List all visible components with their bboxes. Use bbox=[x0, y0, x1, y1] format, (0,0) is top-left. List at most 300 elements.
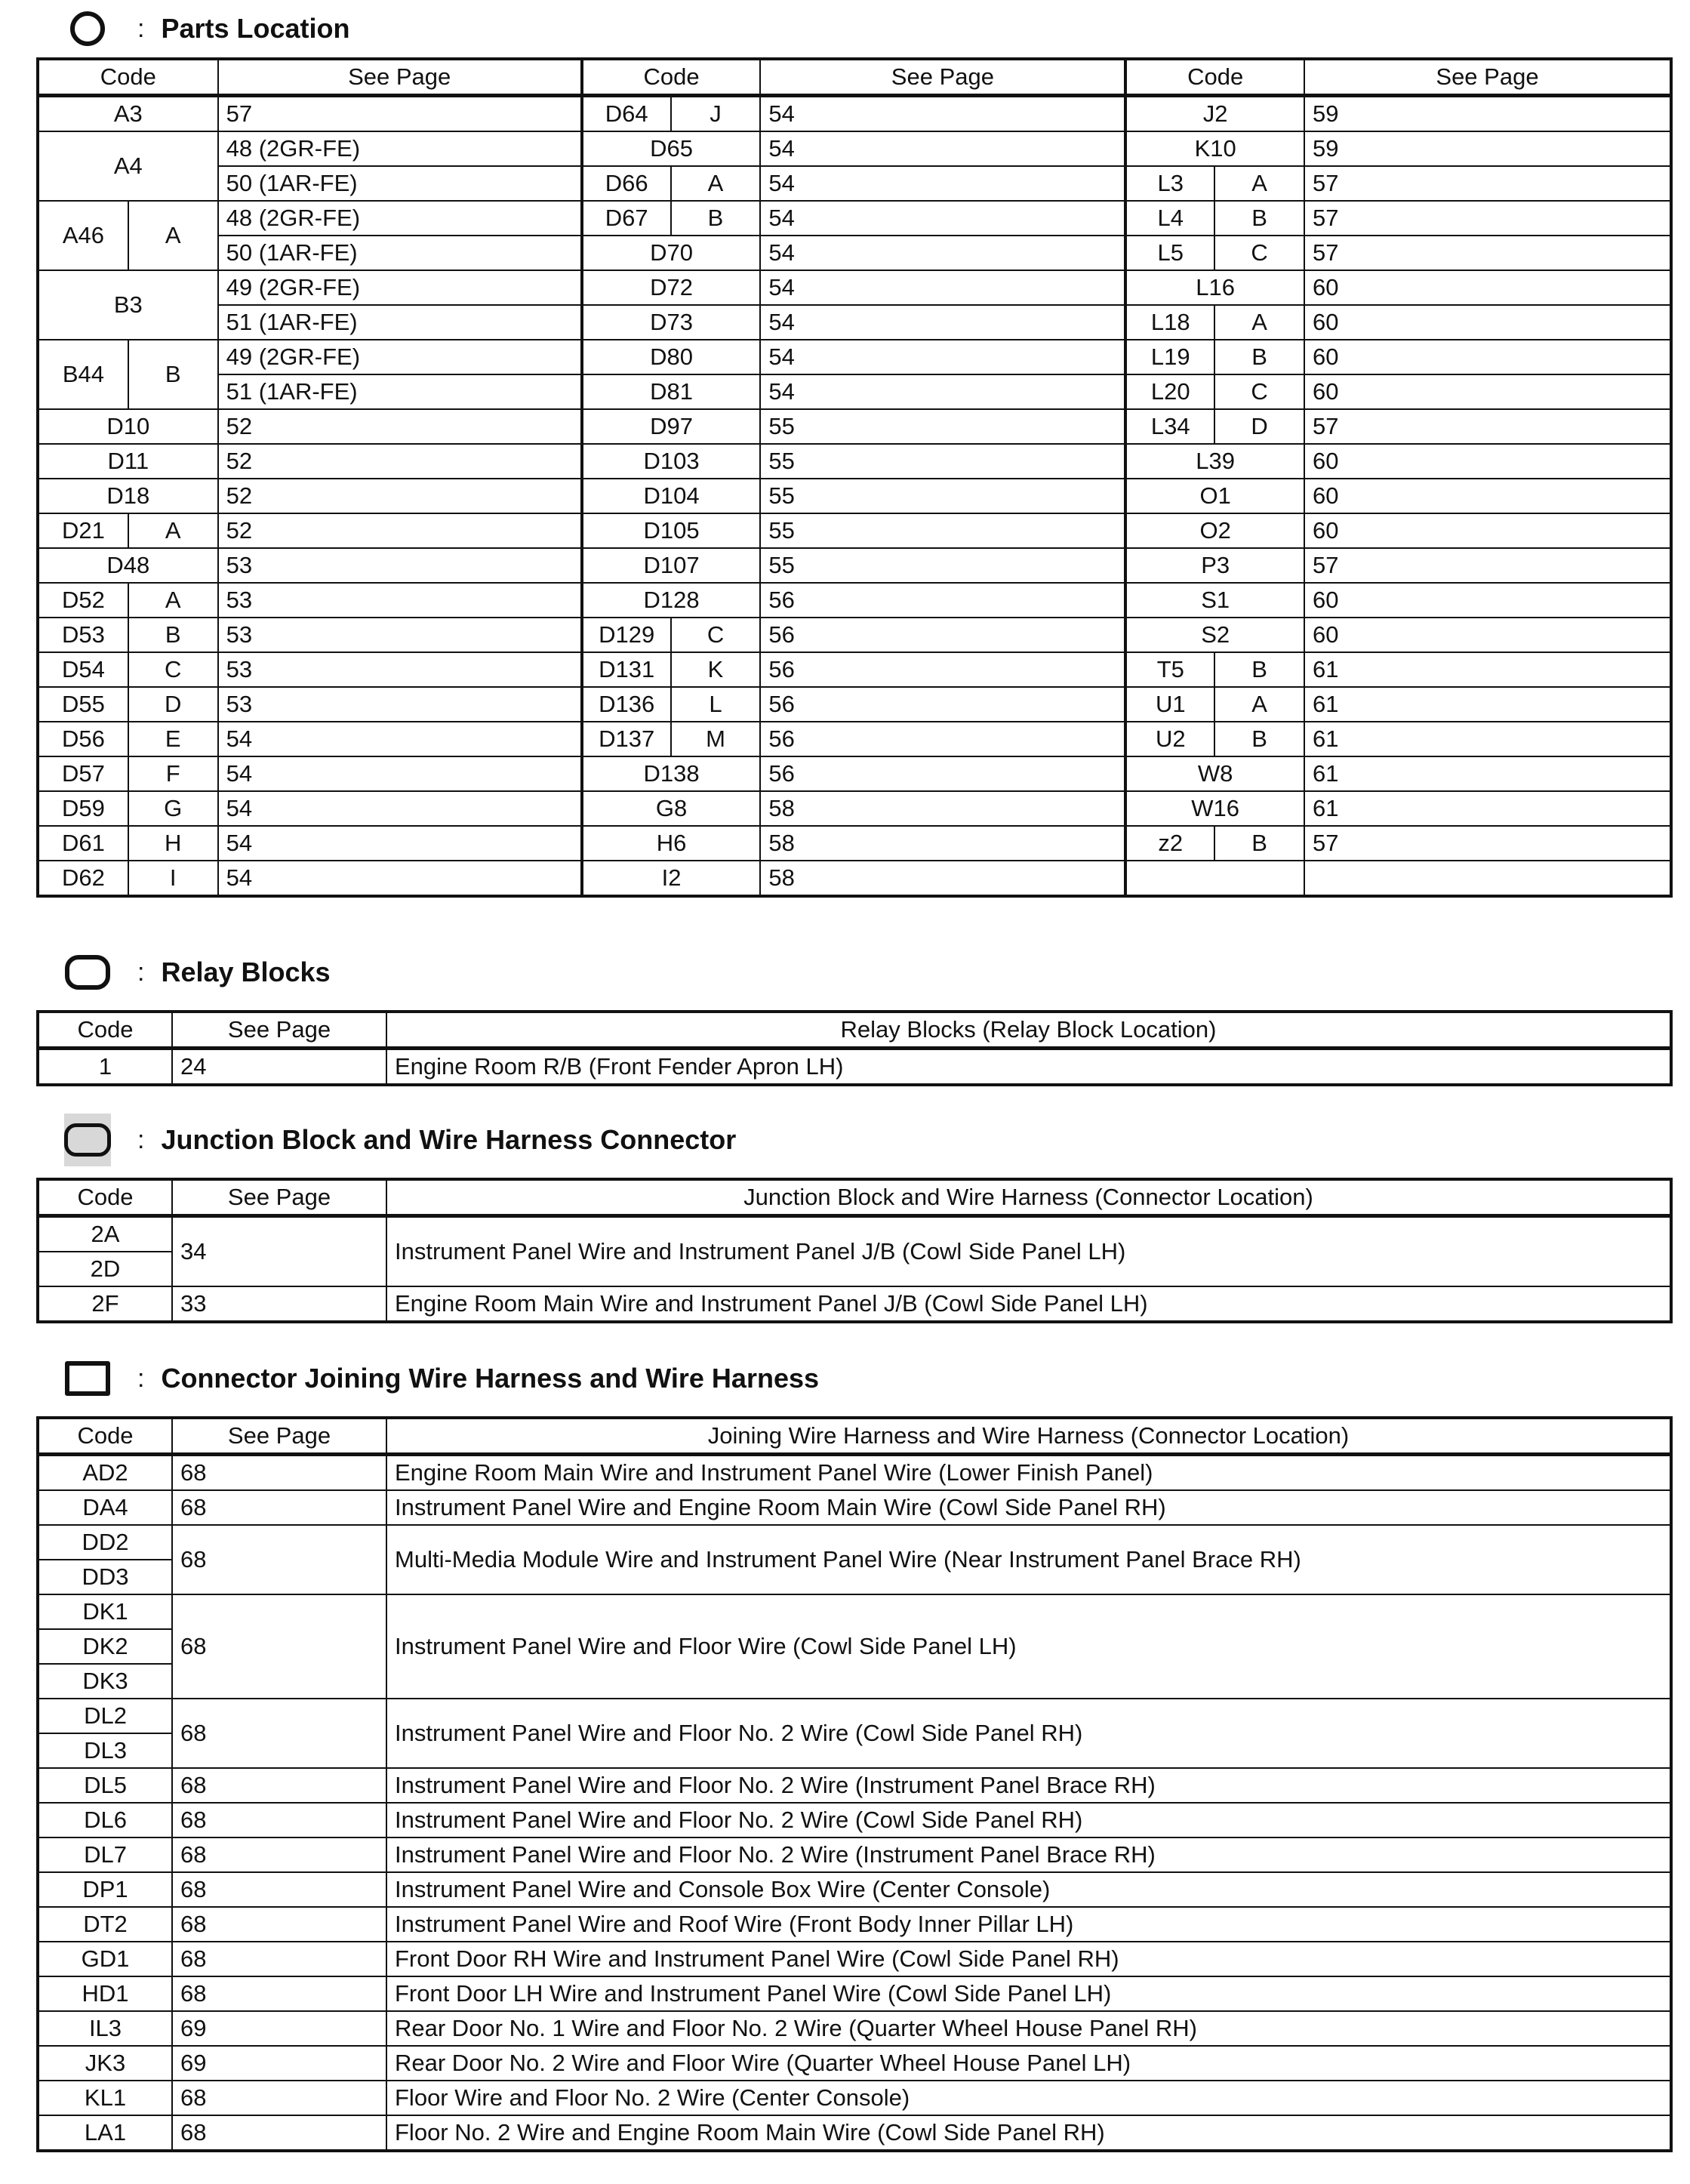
table-row bbox=[38, 305, 1671, 340]
table-row bbox=[38, 1286, 1671, 1322]
part-connector-letter: J bbox=[671, 96, 761, 132]
table-row bbox=[38, 1525, 1671, 1560]
see-page-value: 52 bbox=[218, 513, 582, 548]
part-code: D138 bbox=[582, 756, 761, 791]
part-connector-letter: I bbox=[128, 861, 218, 896]
row-code: DL7 bbox=[38, 1837, 172, 1872]
code-column-header: Code bbox=[1125, 59, 1304, 96]
part-code: D81 bbox=[582, 374, 761, 409]
table-row bbox=[38, 583, 1671, 618]
see-page-value: 49 (2GR-FE) bbox=[218, 270, 582, 305]
row-code: DD2 bbox=[38, 1525, 172, 1560]
see-page-value: 57 bbox=[1304, 236, 1671, 270]
part-code: D80 bbox=[582, 340, 761, 374]
row-code: LA1 bbox=[38, 2115, 172, 2151]
part-code: L18 bbox=[1125, 305, 1214, 340]
part-code: U1 bbox=[1125, 687, 1214, 722]
table-row bbox=[38, 444, 1671, 479]
row-description: Multi-Media Module Wire and Instrument Panel Wire (Near Instrument Panel Brace RH) bbox=[386, 1525, 1671, 1594]
see-page-value: 57 bbox=[218, 96, 582, 132]
part-connector-letter: C bbox=[128, 652, 218, 687]
part-code: P3 bbox=[1125, 548, 1304, 583]
row-description: Engine Room Main Wire and Instrument Panel J/B (Cowl Side Panel LH) bbox=[386, 1286, 1671, 1322]
table-row bbox=[38, 2011, 1671, 2046]
see-page-value: 60 bbox=[1304, 270, 1671, 305]
part-code: L5 bbox=[1125, 236, 1214, 270]
part-code: D137 bbox=[582, 722, 671, 756]
see-page-value: 60 bbox=[1304, 513, 1671, 548]
row-see-page: 68 bbox=[172, 2081, 386, 2115]
row-code: DA4 bbox=[38, 1490, 172, 1525]
table-row bbox=[38, 236, 1671, 270]
relay-blocks-colon: : bbox=[137, 957, 145, 987]
table-row bbox=[38, 1699, 1671, 1733]
part-code: D54 bbox=[38, 652, 128, 687]
part-connector-letter: K bbox=[671, 652, 761, 687]
part-code: D10 bbox=[38, 409, 218, 444]
see-page-value: 54 bbox=[760, 340, 1125, 374]
row-code: DL3 bbox=[38, 1733, 172, 1768]
part-connector-letter: D bbox=[1214, 409, 1304, 444]
row-code: DL6 bbox=[38, 1803, 172, 1837]
row-code: DL5 bbox=[38, 1768, 172, 1803]
table-row bbox=[38, 1216, 1671, 1252]
part-code: A3 bbox=[38, 96, 218, 132]
junction-block-heading bbox=[65, 1117, 736, 1163]
part-connector-letter: B bbox=[1214, 340, 1304, 374]
see-page-value: 50 (1AR-FE) bbox=[218, 236, 582, 270]
part-connector-letter: A bbox=[1214, 305, 1304, 340]
part-connector-letter: A bbox=[1214, 687, 1304, 722]
row-description: Engine Room R/B (Front Fender Apron LH) bbox=[386, 1049, 1671, 1086]
row-code: 2F bbox=[38, 1286, 172, 1322]
part-code: W8 bbox=[1125, 756, 1304, 791]
see-page-value: 60 bbox=[1304, 444, 1671, 479]
see-page-value: 56 bbox=[760, 618, 1125, 652]
part-code: D18 bbox=[38, 479, 218, 513]
see-page-value: 57 bbox=[1304, 201, 1671, 236]
table-row bbox=[38, 1490, 1671, 1525]
row-description: Floor Wire and Floor No. 2 Wire (Center Console) bbox=[386, 2081, 1671, 2115]
part-code: B3 bbox=[38, 270, 218, 340]
part-connector-letter: E bbox=[128, 722, 218, 756]
row-code: DK3 bbox=[38, 1664, 172, 1699]
part-connector-letter: M bbox=[671, 722, 761, 756]
relay-blocks-title: Relay Blocks bbox=[161, 956, 331, 987]
see-page-value: 58 bbox=[760, 791, 1125, 826]
see-page-value: 52 bbox=[218, 409, 582, 444]
see-page-value: 56 bbox=[760, 583, 1125, 618]
part-code: D129 bbox=[582, 618, 671, 652]
part-code: L19 bbox=[1125, 340, 1214, 374]
see-page-value: 51 (1AR-FE) bbox=[218, 305, 582, 340]
row-see-page: 68 bbox=[172, 1455, 386, 1491]
see-page-column-header: See Page bbox=[218, 59, 582, 96]
see-page-value: 50 (1AR-FE) bbox=[218, 166, 582, 201]
see-page-value: 60 bbox=[1304, 583, 1671, 618]
table-row bbox=[38, 1976, 1671, 2011]
see-page-value: 55 bbox=[760, 409, 1125, 444]
table-row bbox=[38, 687, 1671, 722]
part-code: z2 bbox=[1125, 826, 1214, 861]
see-page-column-header: See Page bbox=[172, 1012, 386, 1049]
table-row bbox=[38, 340, 1671, 374]
part-connector-letter: C bbox=[671, 618, 761, 652]
see-page-value: 59 bbox=[1304, 96, 1671, 132]
code-column-header: Code bbox=[38, 59, 218, 96]
junction-block-title: Junction Block and Wire Harness Connector bbox=[161, 1124, 737, 1155]
part-connector-letter: D bbox=[128, 687, 218, 722]
junction-block-colon: : bbox=[137, 1125, 145, 1154]
location-column-header: Junction Block and Wire Harness (Connector Location) bbox=[386, 1179, 1671, 1216]
part-code: D11 bbox=[38, 444, 218, 479]
table-row bbox=[38, 166, 1671, 201]
part-connector-letter: A bbox=[671, 166, 761, 201]
table-row bbox=[38, 270, 1671, 305]
connector-table bbox=[36, 1416, 1673, 2152]
part-connector-letter: H bbox=[128, 826, 218, 861]
part-code: D131 bbox=[582, 652, 671, 687]
row-see-page: 34 bbox=[172, 1216, 386, 1287]
parts-location-title: Parts Location bbox=[161, 13, 350, 44]
table-row bbox=[38, 756, 1671, 791]
table-row bbox=[38, 548, 1671, 583]
row-see-page: 68 bbox=[172, 2115, 386, 2151]
part-code: D53 bbox=[38, 618, 128, 652]
code-column-header: Code bbox=[38, 1179, 172, 1216]
row-description: Instrument Panel Wire and Engine Room Main Wire (Cowl Side Panel RH) bbox=[386, 1490, 1671, 1525]
row-description: Instrument Panel Wire and Instrument Panel J/B (Cowl Side Panel LH) bbox=[386, 1216, 1671, 1287]
see-page-value: 54 bbox=[760, 201, 1125, 236]
part-code: D97 bbox=[582, 409, 761, 444]
see-page-value: 55 bbox=[760, 548, 1125, 583]
part-code: D67 bbox=[582, 201, 671, 236]
row-description: Engine Room Main Wire and Instrument Panel Wire (Lower Finish Panel) bbox=[386, 1455, 1671, 1491]
see-page-value: 54 bbox=[760, 236, 1125, 270]
see-page-value: 52 bbox=[218, 479, 582, 513]
see-page-value: 60 bbox=[1304, 479, 1671, 513]
parts-location-heading bbox=[65, 6, 350, 51]
row-code: DT2 bbox=[38, 1907, 172, 1942]
part-connector-letter: B bbox=[1214, 826, 1304, 861]
row-code: DK1 bbox=[38, 1594, 172, 1629]
row-see-page: 68 bbox=[172, 1699, 386, 1768]
see-page-value: 57 bbox=[1304, 166, 1671, 201]
part-code: D62 bbox=[38, 861, 128, 896]
see-page-value: 58 bbox=[760, 826, 1125, 861]
part-code: H6 bbox=[582, 826, 761, 861]
parts-location-colon: : bbox=[137, 14, 145, 43]
part-code: L20 bbox=[1125, 374, 1214, 409]
part-code: D104 bbox=[582, 479, 761, 513]
row-see-page: 68 bbox=[172, 1490, 386, 1525]
row-see-page: 68 bbox=[172, 1942, 386, 1976]
part-connector-letter: C bbox=[1214, 374, 1304, 409]
part-code: D57 bbox=[38, 756, 128, 791]
see-page-column-header: See Page bbox=[172, 1418, 386, 1455]
part-code: B44 bbox=[38, 340, 128, 409]
part-connector-letter: C bbox=[1214, 236, 1304, 270]
part-code: D21 bbox=[38, 513, 128, 548]
see-page-value: 60 bbox=[1304, 305, 1671, 340]
row-code: 2A bbox=[38, 1216, 172, 1252]
see-page-value: 54 bbox=[760, 96, 1125, 132]
see-page-value: 54 bbox=[218, 861, 582, 896]
see-page-value: 60 bbox=[1304, 374, 1671, 409]
see-page-value: 61 bbox=[1304, 756, 1671, 791]
parts-location-symbol-icon bbox=[65, 6, 110, 51]
row-description: Instrument Panel Wire and Floor No. 2 Wire (Cowl Side Panel RH) bbox=[386, 1699, 1671, 1768]
connector-colon: : bbox=[137, 1363, 145, 1393]
see-page-value: 53 bbox=[218, 583, 582, 618]
see-page-value: 53 bbox=[218, 687, 582, 722]
table-row bbox=[38, 1942, 1671, 1976]
code-column-header: Code bbox=[38, 1418, 172, 1455]
table-row bbox=[38, 131, 1671, 166]
row-code: IL3 bbox=[38, 2011, 172, 2046]
row-code: GD1 bbox=[38, 1942, 172, 1976]
see-page-value: 53 bbox=[218, 618, 582, 652]
connector-title: Connector Joining Wire Harness and Wire Harness bbox=[161, 1363, 820, 1394]
part-code: D52 bbox=[38, 583, 128, 618]
row-see-page: 68 bbox=[172, 1872, 386, 1907]
see-page-value: 54 bbox=[760, 166, 1125, 201]
table-row bbox=[38, 1455, 1671, 1491]
row-description: Rear Door No. 1 Wire and Floor No. 2 Wire (Quarter Wheel House Panel RH) bbox=[386, 2011, 1671, 2046]
table-row bbox=[38, 409, 1671, 444]
parts-location-table bbox=[36, 57, 1673, 898]
see-page-value: 57 bbox=[1304, 409, 1671, 444]
see-page-value: 60 bbox=[1304, 340, 1671, 374]
see-page-value: 54 bbox=[218, 791, 582, 826]
part-code: D136 bbox=[582, 687, 671, 722]
row-see-page: 24 bbox=[172, 1049, 386, 1086]
see-page-value: 57 bbox=[1304, 548, 1671, 583]
part-connector-letter: F bbox=[128, 756, 218, 791]
row-code: DL2 bbox=[38, 1699, 172, 1733]
see-page-value: 60 bbox=[1304, 618, 1671, 652]
row-see-page: 69 bbox=[172, 2046, 386, 2081]
row-see-page: 33 bbox=[172, 1286, 386, 1322]
part-connector-letter: B bbox=[128, 340, 218, 409]
part-connector-letter: L bbox=[671, 687, 761, 722]
row-see-page: 69 bbox=[172, 2011, 386, 2046]
part-code: D55 bbox=[38, 687, 128, 722]
see-page-value: 54 bbox=[760, 131, 1125, 166]
location-column-header: Relay Blocks (Relay Block Location) bbox=[386, 1012, 1671, 1049]
part-connector-letter: B bbox=[1214, 722, 1304, 756]
relay-blocks-table bbox=[36, 1010, 1673, 1086]
connector-symbol-icon bbox=[65, 1356, 110, 1401]
see-page-value: 54 bbox=[760, 305, 1125, 340]
row-description: Instrument Panel Wire and Roof Wire (Front Body Inner Pillar LH) bbox=[386, 1907, 1671, 1942]
relay-blocks-heading bbox=[65, 950, 331, 995]
part-code: D107 bbox=[582, 548, 761, 583]
row-see-page: 68 bbox=[172, 1976, 386, 2011]
row-description: Instrument Panel Wire and Floor No. 2 Wire (Instrument Panel Brace RH) bbox=[386, 1837, 1671, 1872]
see-page-value: 59 bbox=[1304, 131, 1671, 166]
part-connector-letter: B bbox=[1214, 652, 1304, 687]
row-code: 1 bbox=[38, 1049, 172, 1086]
row-see-page: 68 bbox=[172, 1837, 386, 1872]
part-code: D70 bbox=[582, 236, 761, 270]
connector-heading bbox=[65, 1356, 819, 1401]
see-page-value: 52 bbox=[218, 444, 582, 479]
part-code: D72 bbox=[582, 270, 761, 305]
part-code: A46 bbox=[38, 201, 128, 270]
part-connector-letter: G bbox=[128, 791, 218, 826]
table-row bbox=[38, 1907, 1671, 1942]
see-page-value: 58 bbox=[760, 861, 1125, 896]
part-connector-letter: A bbox=[128, 513, 218, 548]
see-page-value: 57 bbox=[1304, 826, 1671, 861]
table-row bbox=[38, 861, 1671, 896]
part-code: D65 bbox=[582, 131, 761, 166]
table-row bbox=[38, 1872, 1671, 1907]
see-page-value: 48 (2GR-FE) bbox=[218, 201, 582, 236]
location-column-header: Joining Wire Harness and Wire Harness (Connector Location) bbox=[386, 1418, 1671, 1455]
see-page-value: 61 bbox=[1304, 652, 1671, 687]
see-page-value: 53 bbox=[218, 548, 582, 583]
part-connector-letter: B bbox=[1214, 201, 1304, 236]
part-code: D48 bbox=[38, 548, 218, 583]
row-code: DP1 bbox=[38, 1872, 172, 1907]
see-page-value: 55 bbox=[760, 444, 1125, 479]
part-code: D56 bbox=[38, 722, 128, 756]
table-row bbox=[38, 1837, 1671, 1872]
part-code: D66 bbox=[582, 166, 671, 201]
part-code: D73 bbox=[582, 305, 761, 340]
table-row bbox=[38, 2046, 1671, 2081]
table-row bbox=[38, 2081, 1671, 2115]
row-description: Floor No. 2 Wire and Engine Room Main Wire (Cowl Side Panel RH) bbox=[386, 2115, 1671, 2151]
row-description: Front Door RH Wire and Instrument Panel Wire (Cowl Side Panel RH) bbox=[386, 1942, 1671, 1976]
table-row bbox=[38, 652, 1671, 687]
relay-block-symbol-icon bbox=[65, 950, 110, 995]
row-description: Instrument Panel Wire and Console Box Wire (Center Console) bbox=[386, 1872, 1671, 1907]
row-see-page: 68 bbox=[172, 1907, 386, 1942]
row-code: JK3 bbox=[38, 2046, 172, 2081]
see-page-value: 54 bbox=[218, 722, 582, 756]
see-page-value: 54 bbox=[760, 374, 1125, 409]
part-code: D103 bbox=[582, 444, 761, 479]
row-see-page: 68 bbox=[172, 1768, 386, 1803]
table-row bbox=[38, 618, 1671, 652]
row-code: AD2 bbox=[38, 1455, 172, 1491]
row-see-page: 68 bbox=[172, 1803, 386, 1837]
table-row bbox=[38, 1594, 1671, 1629]
table-row bbox=[38, 2115, 1671, 2151]
see-page-column-header: See Page bbox=[172, 1179, 386, 1216]
part-code: I2 bbox=[582, 861, 761, 896]
part-code: G8 bbox=[582, 791, 761, 826]
part-code: L4 bbox=[1125, 201, 1214, 236]
row-description: Rear Door No. 2 Wire and Floor Wire (Quarter Wheel House Panel LH) bbox=[386, 2046, 1671, 2081]
table-row bbox=[38, 201, 1671, 236]
row-code: KL1 bbox=[38, 2081, 172, 2115]
row-description: Instrument Panel Wire and Floor No. 2 Wire (Instrument Panel Brace RH) bbox=[386, 1768, 1671, 1803]
part-code: W16 bbox=[1125, 791, 1304, 826]
part-code: O1 bbox=[1125, 479, 1304, 513]
part-code: L3 bbox=[1125, 166, 1214, 201]
row-code: DD3 bbox=[38, 1560, 172, 1594]
part-code: J2 bbox=[1125, 96, 1304, 132]
see-page-value: 49 (2GR-FE) bbox=[218, 340, 582, 374]
see-page-value: 55 bbox=[760, 513, 1125, 548]
see-page-value: 56 bbox=[760, 722, 1125, 756]
table-row bbox=[38, 1768, 1671, 1803]
part-code: A4 bbox=[38, 131, 218, 201]
part-code: D59 bbox=[38, 791, 128, 826]
part-code: D105 bbox=[582, 513, 761, 548]
part-code: T5 bbox=[1125, 652, 1214, 687]
table-row bbox=[38, 513, 1671, 548]
part-code: U2 bbox=[1125, 722, 1214, 756]
see-page-value: 61 bbox=[1304, 687, 1671, 722]
row-description: Instrument Panel Wire and Floor Wire (Cowl Side Panel LH) bbox=[386, 1594, 1671, 1699]
see-page-value: 61 bbox=[1304, 791, 1671, 826]
part-code: S2 bbox=[1125, 618, 1304, 652]
see-page-column-header: See Page bbox=[760, 59, 1125, 96]
row-code: 2D bbox=[38, 1252, 172, 1286]
part-connector-letter: A bbox=[1214, 166, 1304, 201]
see-page-value: 56 bbox=[760, 652, 1125, 687]
table-row bbox=[38, 96, 1671, 132]
junction-block-table bbox=[36, 1178, 1673, 1323]
junction-block-symbol-icon bbox=[65, 1117, 110, 1163]
table-row bbox=[38, 374, 1671, 409]
part-connector-letter: B bbox=[128, 618, 218, 652]
row-see-page: 68 bbox=[172, 1525, 386, 1594]
see-page-value: 56 bbox=[760, 756, 1125, 791]
see-page-value: 48 (2GR-FE) bbox=[218, 131, 582, 166]
part-code: K10 bbox=[1125, 131, 1304, 166]
part-code: L16 bbox=[1125, 270, 1304, 305]
part-connector-letter: A bbox=[128, 583, 218, 618]
part-code: D61 bbox=[38, 826, 128, 861]
part-code: O2 bbox=[1125, 513, 1304, 548]
table-row bbox=[38, 826, 1671, 861]
part-code: D64 bbox=[582, 96, 671, 132]
row-code: DK2 bbox=[38, 1629, 172, 1664]
part-connector-letter: A bbox=[128, 201, 218, 270]
code-column-header: Code bbox=[582, 59, 761, 96]
see-page-value: 54 bbox=[218, 756, 582, 791]
row-description: Instrument Panel Wire and Floor No. 2 Wire (Cowl Side Panel RH) bbox=[386, 1803, 1671, 1837]
see-page-value: 54 bbox=[760, 270, 1125, 305]
part-code: L34 bbox=[1125, 409, 1214, 444]
see-page-column-header: See Page bbox=[1304, 59, 1671, 96]
see-page-value: 61 bbox=[1304, 722, 1671, 756]
see-page-value: 55 bbox=[760, 479, 1125, 513]
see-page-value: 56 bbox=[760, 687, 1125, 722]
table-row bbox=[38, 791, 1671, 826]
part-code: D128 bbox=[582, 583, 761, 618]
see-page-value: 51 (1AR-FE) bbox=[218, 374, 582, 409]
table-row bbox=[38, 1803, 1671, 1837]
empty-cell bbox=[1125, 861, 1304, 896]
part-connector-letter: B bbox=[671, 201, 761, 236]
row-code: HD1 bbox=[38, 1976, 172, 2011]
part-code: L39 bbox=[1125, 444, 1304, 479]
row-see-page: 68 bbox=[172, 1594, 386, 1699]
see-page-value: 53 bbox=[218, 652, 582, 687]
empty-cell bbox=[1304, 861, 1671, 896]
part-code: S1 bbox=[1125, 583, 1304, 618]
table-row bbox=[38, 479, 1671, 513]
table-row bbox=[38, 722, 1671, 756]
row-description: Front Door LH Wire and Instrument Panel Wire (Cowl Side Panel LH) bbox=[386, 1976, 1671, 2011]
